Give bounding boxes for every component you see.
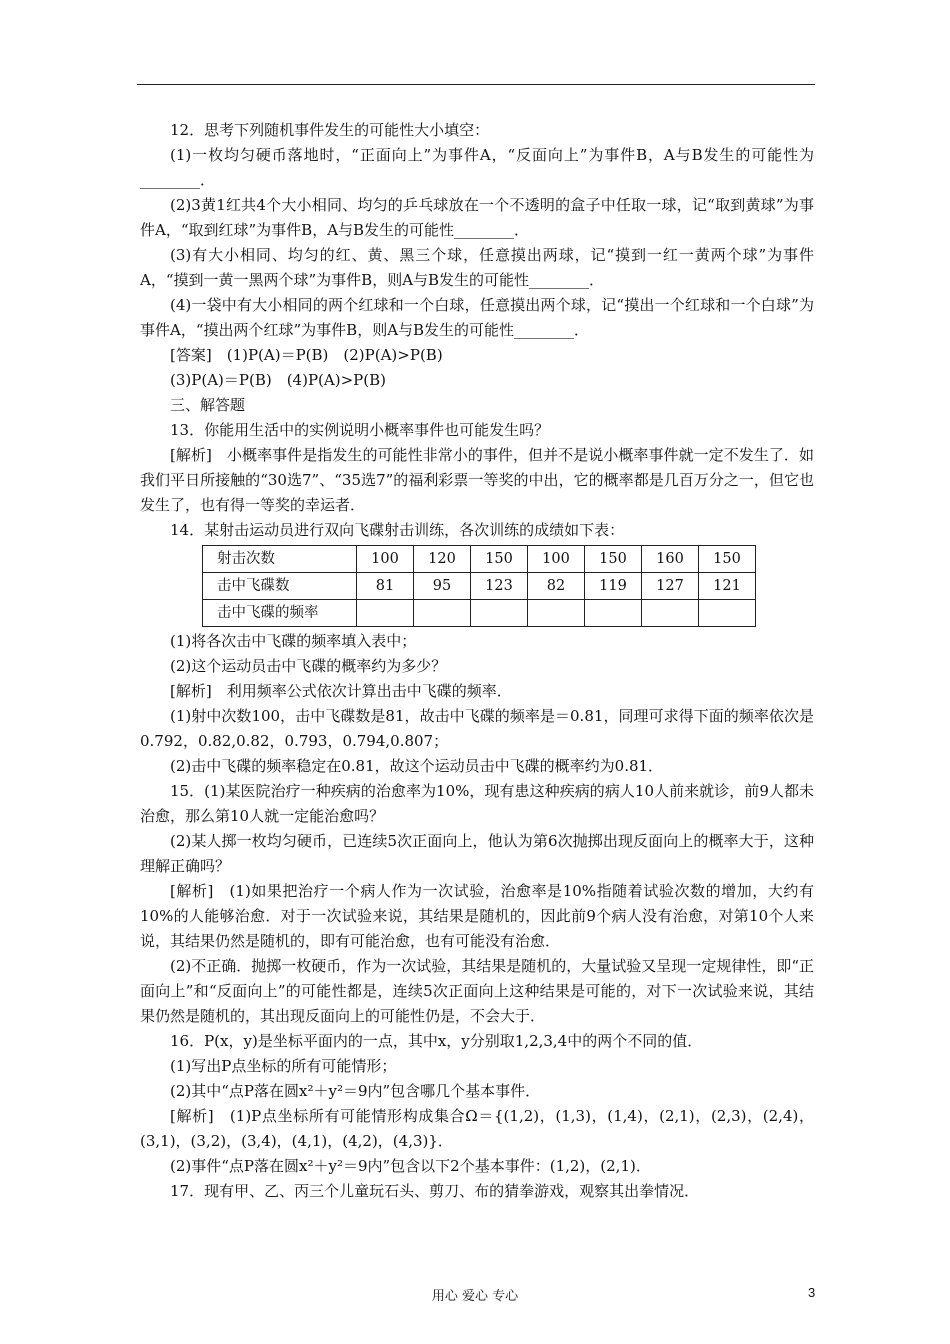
table-cell: 81 (357, 573, 414, 600)
table-cell: 100 (357, 546, 414, 573)
q16-solution-part1: [解析] (1)P点坐标所有可能情形构成集合Ω＝{(1,2)，(1,3)，(1,4)，(2,1)，(2,3)，(2,4)，(3,1)，(3,2)，(3,4)，(4,1)，(4,2)，(4,3)}． (140, 1107, 814, 1150)
table-cell: 119 (585, 573, 642, 600)
row-label: 击中飞碟数 (203, 573, 357, 600)
table-cell: 150 (471, 546, 528, 573)
table-row (203, 573, 756, 600)
table-cell (471, 600, 528, 627)
q14-solution: [解析] 利用频率公式依次计算出击中飞碟的频率． (170, 682, 512, 700)
q14-solution-part2: (2)击中飞碟的频率稳定在0.81，故这个运动员击中飞碟的概率约为0.81． (170, 757, 664, 775)
table-row (203, 600, 756, 627)
q14-solution-part1: (1)射中次数100，击中飞碟数是81，故击中飞碟的频率是＝0.81，同理可求得下面的频率依次是0.792，0.82,0.82，0.793，0.794,0.807； (140, 707, 814, 750)
table-cell: 82 (528, 573, 585, 600)
q12-answer-line2: (3)P(A)＝P(B) (4)P(A)>P(B) (170, 371, 386, 389)
footer-slogan: 用心 爱心 专心 (431, 1289, 519, 1304)
table-cell (699, 600, 756, 627)
table-cell: 127 (642, 573, 699, 600)
q12-part1: (1)一枚均匀硬币落地时，“正面向上”为事件A，“反面向上”为事件B，A与B发生的可能性为________． (140, 146, 814, 189)
q15-part1: 15．(1)某医院治疗一种疾病的治愈率为10%，现有患这种疾病的病人10人前来就诊，前9人都未治愈，那么第10人就一定能治愈吗？ (140, 782, 814, 825)
q16-stem: 16．P(x，y)是坐标平面内的一点，其中x，y分别取1,2,3,4中的两个不同的值． (170, 1032, 703, 1050)
table-cell (642, 600, 699, 627)
table-cell (528, 600, 585, 627)
q17-stem: 17．现有甲、乙、丙三个儿童玩石头、剪刀、布的猜拳游戏，观察其出拳情况． (170, 1182, 700, 1200)
table-cell (414, 600, 471, 627)
q14-part1: (1)将各次击中飞碟的频率填入表中； (170, 632, 417, 650)
q16-part2: (2)其中“点P落在圆x²＋y²＝9内”包含哪几个基本事件． (170, 1082, 541, 1100)
shooting-table (202, 545, 756, 627)
q15-part2: (2)某人掷一枚均匀硬币，已连续5次正面向上，他认为第6次抛掷出现反面向上的概率大于，这种理解正确吗？ (140, 832, 814, 875)
table-cell: 121 (699, 573, 756, 600)
section-heading: 三、解答题 (170, 396, 246, 414)
table-cell: 123 (471, 573, 528, 600)
header-rule (137, 84, 815, 85)
q13-stem: 13．你能用生活中的实例说明小概率事件也可能发生吗？ (170, 421, 550, 439)
q14-part2: (2)这个运动员击中飞碟的概率约为多少？ (170, 657, 447, 675)
q12-part3: (3)有大小相同、均匀的红、黄、黑三个球，任意摸出两球，记“摸到一红一黄两个球”为事件A，“摸到一黄一黑两个球”为事件B，则A与B发生的可能性________． (140, 246, 814, 289)
table-cell (357, 600, 414, 627)
table-cell: 100 (528, 546, 585, 573)
page-number: 3 (808, 1285, 816, 1300)
q16-part1: (1)写出P点坐标的所有可能情形； (170, 1057, 397, 1075)
q15-solution-part2: (2)不正确．抛掷一枚硬币，作为一次试验，其结果是随机的，大量试验又呈现一定规律性，即“正面向上”和“反面向上”的可能性都是，连续5次正面向上这种结果是可能的，对下一次试验来说，其结果仍然是随机的，其出现反面向上的可能性仍是，不会大于． (140, 957, 814, 1025)
table-cell: 120 (414, 546, 471, 573)
q16-solution-part2: (2)事件“点P落在圆x²＋y²＝9内”包含以下2个基本事件：(1,2)，(2,1)． (170, 1157, 651, 1175)
q12-part4: (4)一袋中有大小相同的两个红球和一个白球，任意摸出两个球，记“摸出一个红球和一个白球”为事件A，“摸出两个红球”为事件B，则A与B发生的可能性________． (140, 296, 814, 339)
table-cell: 150 (699, 546, 756, 573)
page-content (140, 118, 814, 1204)
table-cell: 160 (642, 546, 699, 573)
row-label: 击中飞碟的频率 (203, 600, 357, 627)
table-cell: 150 (585, 546, 642, 573)
q12-part2: (2)3黄1红共4个大小相同、均匀的乒乓球放在一个不透明的盒子中任取一球，记“取到黄球”为事件A，“取到红球”为事件B，A与B发生的可能性________． (140, 196, 814, 239)
table-cell (585, 600, 642, 627)
q12-stem: 12．思考下列随机事件发生的可能性大小填空： (170, 121, 490, 139)
row-label: 射击次数 (203, 546, 357, 573)
q14-stem: 14．某射击运动员进行双向飞碟射击训练，各次训练的成绩如下表： (170, 521, 625, 539)
table-cell: 95 (414, 573, 471, 600)
q15-solution-part1: [解析] (1)如果把治疗一个病人作为一次试验，治愈率是10%指随着试验次数的增加，大约有10%的人能够治愈．对于一次试验来说，其结果是随机的，因此前9个病人没有治愈，对第10个人来说，其结果仍然是随机的，即有可能治愈，也有可能没有治愈． (140, 882, 814, 950)
q12-answer-line1: [答案] (1)P(A)＝P(B) (2)P(A)>P(B) (170, 346, 443, 364)
q13-solution: [解析] 小概率事件是指发生的可能性非常小的事件，但并不是说小概率事件就一定不发生了．如我们平日所接触的“30选7”、“35选7”的福利彩票一等奖的中出，它的概率都是几百万分之一，但它也发生了，也有得一等奖的幸运者． (140, 446, 814, 514)
table-row (203, 546, 756, 573)
